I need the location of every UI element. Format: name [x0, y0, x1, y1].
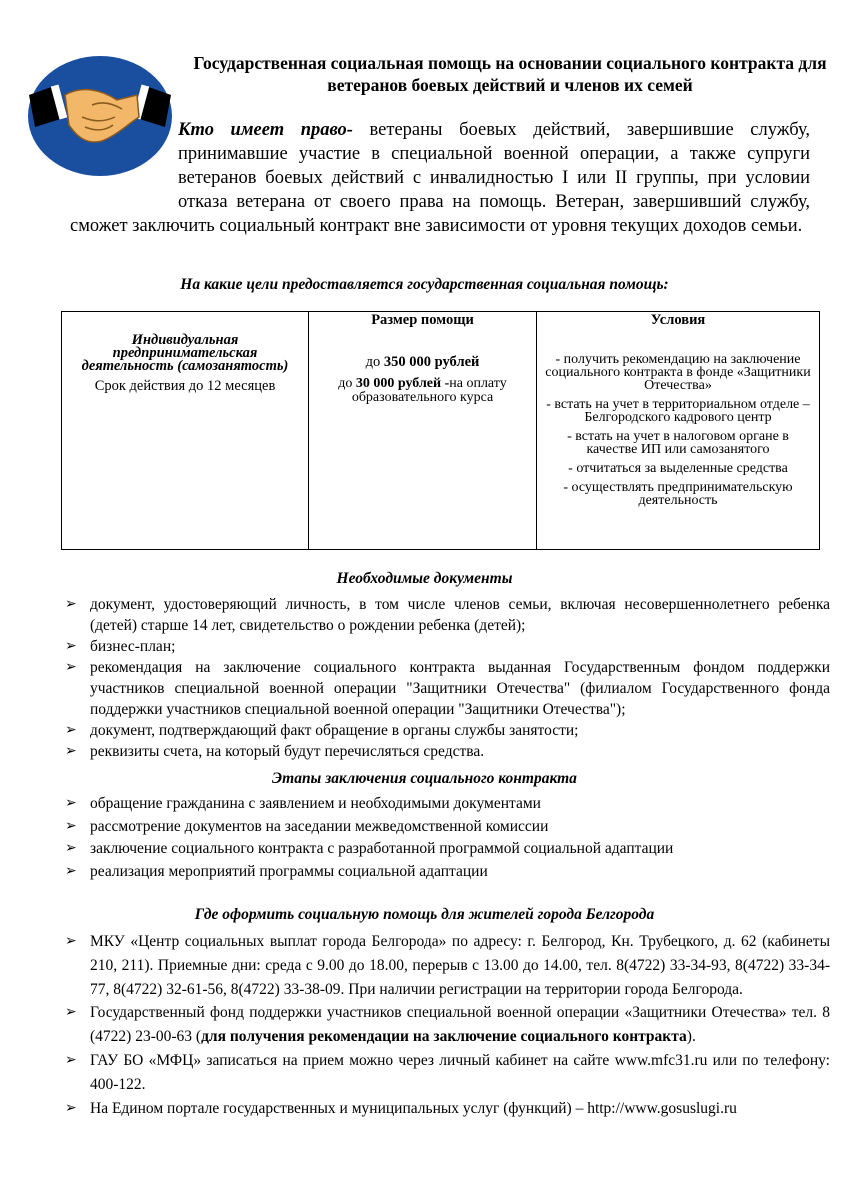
docs-title: Необходимые документы: [336, 570, 513, 587]
stages-list: [65, 793, 830, 883]
goal-term: Срок действия до 12 месяцев: [94, 378, 276, 394]
arrow-bullet-icon: ➢: [65, 723, 77, 738]
arrow-bullet-icon: ➢: [65, 863, 77, 879]
docs-item-text: документ, удостоверяющий личность, в том числе членов семьи, включая несовершеннолетнего ребенка (детей) старше 14 лет, свидетельство о рождении ребенка (детей);: [90, 596, 830, 634]
stage-item-text: заключение социального контракта с разработанной программой социальной адаптации: [90, 840, 674, 857]
arrow-bullet-icon: ➢: [65, 660, 77, 675]
intro-paragraph: [70, 118, 810, 238]
header-conditions: Условия: [650, 312, 706, 328]
where-item-end: ).: [686, 1028, 696, 1046]
docs-item-text: рекомендация на заключение социального контракта выданная Государственным фондом поддержки участников специальной военной операции "Защитники Отечества" (филиалом Государственного фонда поддержки участников специальной военной операции "Защитники Отечества");: [90, 659, 830, 718]
page-title: Государственная социальная помощь на основании социального контракта для ветеранов боевых действий и членов их семей: [193, 53, 827, 95]
goals-title: На какие цели предоставляется государственная социальная помощь:: [180, 276, 669, 293]
list-item: [65, 720, 830, 741]
amount-main-value: 350 000 рублей: [383, 354, 480, 370]
amount-course-suffix: на оплату образовательного курса: [351, 376, 507, 405]
arrow-bullet-icon: ➢: [65, 818, 77, 834]
list-item: [65, 1049, 830, 1097]
intro-lead: Кто имеет право-: [178, 120, 353, 140]
where-title: Где оформить социальную помощь для жителей города Белгорода: [194, 906, 655, 923]
arrow-bullet-icon: ➢: [65, 744, 77, 759]
condition-item: - отчитаться за выделенные средства: [568, 461, 788, 476]
arrow-bullet-icon: ➢: [65, 841, 77, 856]
stage-item-text: обращение гражданина с заявлением и необходимыми документами: [90, 795, 541, 812]
stages-title: Этапы заключения социального контракта: [272, 770, 577, 787]
where-item-text: На Едином портале государственных и муниципальных услуг (функций) – http://www.gosuslugi.ru: [90, 1099, 737, 1117]
list-item: [65, 741, 830, 762]
list-item: [65, 636, 830, 657]
list-item: [65, 816, 830, 839]
docs-item-text: реквизиты счета, на который будут перечисляться средства.: [90, 743, 485, 760]
list-item: [65, 930, 830, 1001]
stage-item-text: рассмотрение документов на заседании межведомственной комиссии: [90, 817, 549, 835]
goal-conditions-cell: [537, 312, 820, 550]
where-list: [65, 930, 830, 1120]
list-item: [65, 793, 830, 816]
condition-item: - получить рекомендацию на заключение социального контракта в фонде «Защитники Отечества»: [545, 352, 811, 393]
list-item: [65, 1001, 830, 1049]
header-amount: Размер помощи: [371, 312, 474, 328]
list-item: [65, 861, 830, 884]
where-item-text: ГАУ БО «МФЦ» записаться на прием можно через личный кабинет на сайте www.mfc31.ru или по телефону: 400-122.: [90, 1051, 830, 1093]
intro-text: ветераны боевых действий, завершившие службу, принимавшие участие в специальной военной операции, а также супруги ветеранов боевых действий с инвалидностью I или II группы, при условии отказа ветерана от своего права на помощь. Ветеран, завершивший службу, сможет заключить социальный контракт вне зависимости от уровня текущих доходов семьи.: [70, 120, 811, 236]
arrow-bullet-icon: ➢: [65, 796, 77, 811]
docs-item-text: бизнес-план;: [90, 638, 176, 655]
condition-item: - встать на учет в налоговом органе в качестве ИП или самозанятого: [567, 429, 789, 457]
goal-name: Индивидуальная предпринимательская деятельность (самозанятость): [81, 332, 289, 374]
docs-item-text: документ, подтверждающий факт обращение в органы службы занятости;: [90, 722, 579, 739]
condition-item: - осуществлять предпринимательскую деятельность: [563, 480, 793, 508]
arrow-bullet-icon: ➢: [65, 1100, 77, 1116]
amount-course: [313, 377, 532, 405]
condition-item: - встать на учет в территориальном отделе – Белгородского кадрового центр: [546, 397, 810, 425]
list-item: [65, 594, 830, 636]
where-item-text: МКУ «Центр социальных выплат города Белгорода» по адресу: г. Белгород, Кн. Трубецкого, д. 62 (кабинеты 210, 211). Приемные дни: среда с 9.00 до 18.00, перерыв с 13.00 до 14.00, тел. 8(4722) 33-34-93, 8(4722) 33-34-77, 8(4722) 32-61-56, 8(4722) 33-38-09. При наличии регистрации на территории города Белгорода.: [90, 933, 830, 998]
arrow-bullet-icon: ➢: [65, 1005, 77, 1021]
list-item: [65, 1097, 830, 1121]
docs-list: [65, 594, 830, 762]
where-item-bold: для получения рекомендации на заключение социального контракта: [201, 1028, 687, 1046]
list-item: [65, 838, 830, 861]
arrow-bullet-icon: ➢: [65, 934, 77, 949]
amount-main-prefix: до: [365, 354, 384, 370]
arrow-bullet-icon: ➢: [65, 1052, 77, 1068]
list-item: [65, 657, 830, 720]
goals-table: [61, 311, 820, 550]
amount-course-prefix: до: [338, 376, 356, 391]
stage-item-text: реализация мероприятий программы социальной адаптации: [90, 862, 488, 880]
arrow-bullet-icon: ➢: [65, 597, 77, 612]
amount-main: [313, 355, 532, 369]
arrow-bullet-icon: ➢: [65, 639, 77, 654]
goal-name-cell: [62, 312, 309, 550]
where-item-text: Государственный фонд поддержки участников специальной военной операции «Защитники Отечества» тел. 8 (4722) 23-00-63 (: [90, 1004, 830, 1046]
goal-amount-cell: [309, 312, 537, 550]
amount-course-value: 30 000 рублей -: [355, 376, 450, 391]
